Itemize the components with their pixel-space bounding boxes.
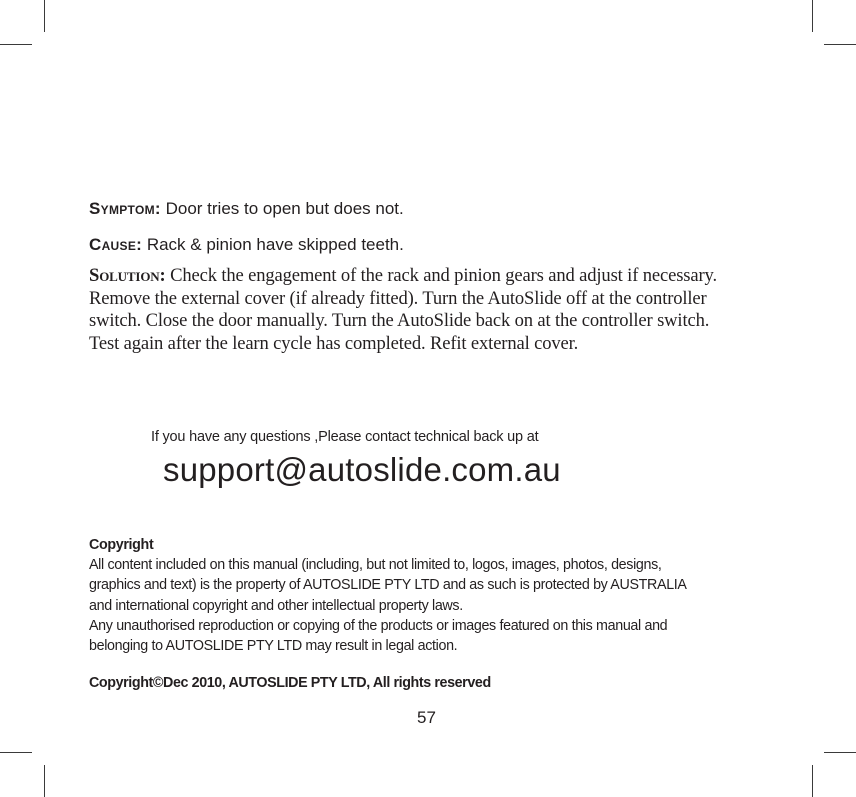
crop-mark [44, 765, 45, 797]
copyright-line: Any unauthorised reproduction or copying of the products or images featured on this manual and [89, 617, 668, 634]
crop-mark [824, 44, 856, 45]
solution-line: Check the engagement of the rack and pinion gears and adjust if necessary. [170, 265, 717, 286]
support-email: support@autoslide.com.au [163, 451, 561, 488]
solution-paragraph [89, 265, 779, 355]
symptom-text: Door tries to open but does not. [165, 199, 404, 218]
copyright-line: belonging to AUTOSLIDE PTY LTD may result in legal action. [89, 638, 458, 655]
solution-line: switch. Close the door manually. Turn the AutoSlide back on at the controller switch. [89, 310, 710, 331]
crop-mark [44, 0, 45, 32]
contact-intro: If you have any questions ,Please contact technical back up at [151, 429, 539, 445]
crop-mark [812, 0, 813, 32]
crop-mark [812, 765, 813, 797]
copyright-notice: Copyright©Dec 2010, AUTOSLIDE PTY LTD, All rights reserved [89, 675, 491, 691]
page-number: 57 [417, 708, 436, 727]
cause-text: Rack & pinion have skipped teeth. [146, 235, 404, 254]
symptom-line [89, 199, 404, 219]
crop-mark [0, 44, 32, 45]
crop-mark [0, 752, 32, 753]
solution-line: Remove the external cover (if already fitted). Turn the AutoSlide off at the controller [89, 287, 707, 309]
symptom-label: Symptom: [89, 199, 161, 218]
crop-mark [824, 752, 856, 753]
solution-label: Solution: [89, 265, 166, 286]
copyright-block [89, 535, 779, 656]
copyright-line: and international copyright and other intellectual property laws. [89, 597, 463, 614]
copyright-line: All content included on this manual (including, but not limited to, logos, images, photos, designs, [89, 557, 662, 574]
copyright-title: Copyright [89, 537, 154, 553]
solution-line: Test again after the learn cycle has completed. Refit external cover. [89, 332, 579, 354]
copyright-line: graphics and text) is the property of AUTOSLIDE PTY LTD and as such is protected by AUSTRALIA [89, 577, 687, 594]
cause-line [89, 235, 404, 255]
cause-label: Cause: [89, 235, 143, 254]
